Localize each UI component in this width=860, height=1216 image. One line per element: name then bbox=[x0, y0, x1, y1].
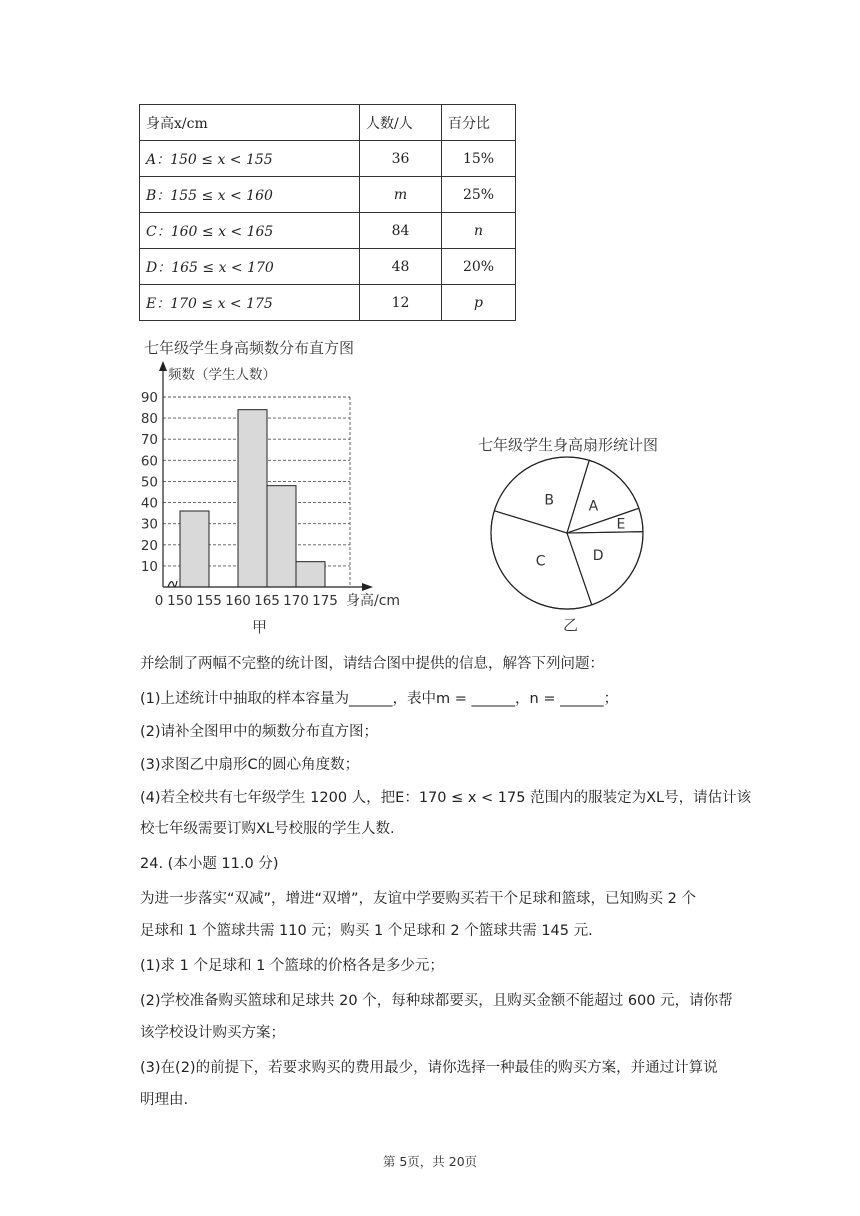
table-cell: p bbox=[442, 285, 516, 321]
question-intro-text: 并绘制了两幅不完整的统计图，请结合图中提供的信息，解答下列问题： bbox=[140, 656, 604, 672]
pie-chart-title: 七年级学生身高扇形统计图 bbox=[478, 436, 659, 454]
table-cell: 36 bbox=[360, 141, 442, 177]
table-row bbox=[140, 141, 516, 177]
x-tick-label: 170 bbox=[283, 593, 309, 609]
table-cell: 25% bbox=[442, 177, 516, 213]
table-cell: B：155 ≤ x < 160 bbox=[140, 177, 360, 213]
table-cell: 15% bbox=[442, 141, 516, 177]
question-24-part-2-cont: 该学校设计购买方案； bbox=[140, 1025, 285, 1041]
table-row bbox=[140, 285, 516, 321]
height-frequency-table bbox=[139, 104, 516, 321]
table-cell: 12 bbox=[360, 285, 442, 321]
question-part-3: (3)求图乙中扇形C的圆心角度数； bbox=[140, 757, 360, 773]
table-cell: 48 bbox=[360, 249, 442, 285]
histogram-caption: 甲 bbox=[252, 618, 268, 636]
question-part-4-cont: 校七年级需要订购XL号校服的学生人数. bbox=[140, 821, 395, 837]
table-cell: m bbox=[360, 177, 442, 213]
x-tick-label: 165 bbox=[254, 593, 280, 609]
table-header-cell: 百分比 bbox=[442, 105, 516, 141]
histogram-y-axis-label: 频数（学生人数） bbox=[168, 367, 276, 383]
x-tick-label: 155 bbox=[196, 593, 222, 609]
y-tick-label: 90 bbox=[140, 390, 158, 406]
table-row bbox=[140, 249, 516, 285]
histogram-chart bbox=[130, 335, 430, 640]
table-header-cell: 身高x/cm bbox=[140, 105, 360, 141]
histogram-bar bbox=[180, 511, 209, 587]
axis-break-mark bbox=[168, 581, 177, 587]
y-tick-label: 20 bbox=[140, 537, 158, 554]
table-cell: C：160 ≤ x < 165 bbox=[140, 213, 360, 249]
pie-chart bbox=[470, 425, 710, 640]
y-tick-label: 10 bbox=[140, 558, 158, 575]
table-row bbox=[140, 213, 516, 249]
histogram-title: 七年级学生身高频数分布直方图 bbox=[144, 339, 355, 357]
y-tick-label: 40 bbox=[140, 495, 158, 512]
y-axis-arrow bbox=[159, 361, 167, 371]
question-24-part-2: (2)学校准备购买篮球和足球共 20 个，每种球都要买，且购买金额不能超过 600 元，请你帮 bbox=[140, 993, 733, 1009]
table-header-row bbox=[140, 105, 516, 141]
y-tick-label: 60 bbox=[140, 453, 158, 470]
x-tick-label: 150 bbox=[167, 593, 193, 609]
question-24-stem: 为进一步落实“双减”，增进“双增”，友谊中学要购买若干个足球和篮球，已知购买 2 个 bbox=[140, 891, 696, 907]
histogram-bar bbox=[296, 562, 325, 587]
histogram-bar bbox=[267, 486, 296, 587]
question-24-part-3-cont: 明理由. bbox=[140, 1092, 189, 1108]
pie-slice-label: D bbox=[592, 547, 604, 564]
table-row bbox=[140, 177, 516, 213]
page-footer: 第 5页，共 20页 bbox=[382, 1154, 478, 1169]
pie-slice-label: A bbox=[588, 498, 599, 515]
question-part-4: (4)若全校共有七年级学生 1200 人，把E：170 ≤ x < 175 范围内的服装定为XL号，请估计该 bbox=[140, 790, 752, 806]
table-cell: E：170 ≤ x < 175 bbox=[140, 285, 360, 321]
x-tick-label: 160 bbox=[225, 593, 251, 609]
question-24-stem-cont: 足球和 1 个篮球共需 110 元；购买 1 个足球和 2 个篮球共需 145 元. bbox=[140, 923, 593, 939]
table-cell: A：150 ≤ x < 155 bbox=[140, 141, 360, 177]
histogram-bar bbox=[238, 410, 267, 587]
x-tick-label: 175 bbox=[312, 593, 338, 609]
pie-slice-label: C bbox=[535, 553, 546, 570]
question-24-part-1: (1)求 1 个足球和 1 个篮球的价格各是多少元； bbox=[140, 958, 444, 974]
table-cell: D：165 ≤ x < 170 bbox=[140, 249, 360, 285]
pie-slice-label: E bbox=[616, 516, 626, 533]
question-part-2: (2)请补全图甲中的频数分布直方图； bbox=[140, 724, 379, 740]
question-24-part-3: (3)在(2)的前提下，若要求购买的费用最少，请你选择一种最佳的购买方案，并通过计算说 bbox=[140, 1060, 718, 1076]
y-tick-label: 50 bbox=[140, 474, 158, 491]
y-tick-label: 80 bbox=[140, 411, 158, 428]
x-tick-label: 0 bbox=[154, 593, 164, 609]
pie-chart-caption: 乙 bbox=[563, 616, 579, 634]
table-cell: 20% bbox=[442, 249, 516, 285]
question-part-1: (1)上述统计中抽取的样本容量为______，表中m = ______，n = ______； bbox=[140, 691, 619, 707]
y-tick-label: 70 bbox=[140, 432, 158, 449]
y-tick-label: 30 bbox=[140, 516, 158, 533]
table-cell: 84 bbox=[360, 213, 442, 249]
pie-slice-label: B bbox=[544, 492, 554, 509]
x-axis-arrow bbox=[362, 583, 373, 591]
table-cell: n bbox=[442, 213, 516, 249]
table-header-cell: 人数/人 bbox=[360, 105, 442, 141]
question-24-heading: 24. (本小题 11.0 分) bbox=[140, 856, 279, 872]
histogram-x-axis-label: 身高/cm bbox=[346, 593, 401, 609]
